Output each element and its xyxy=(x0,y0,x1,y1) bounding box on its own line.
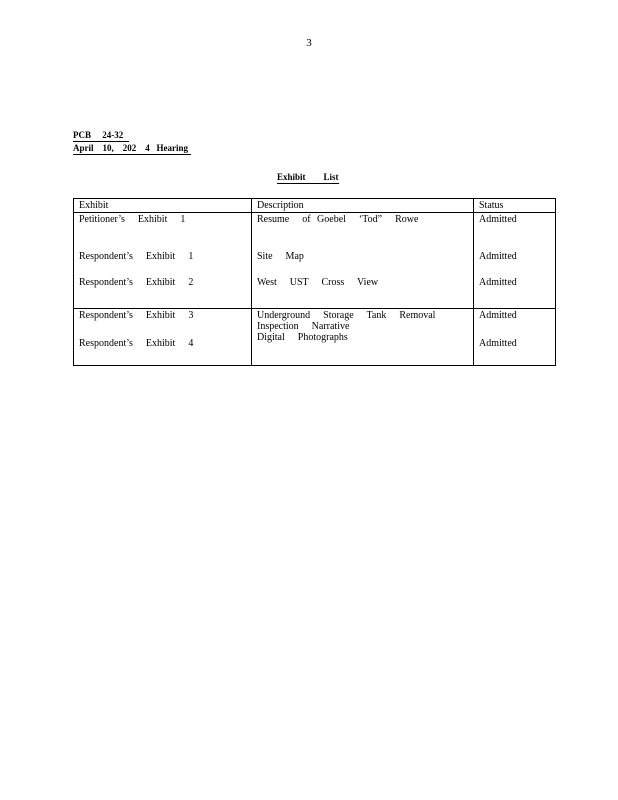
exhibit-description: Site Map xyxy=(257,251,304,262)
exhibit-status: Admitted xyxy=(479,214,517,225)
table-row xyxy=(74,309,556,366)
case-header xyxy=(73,129,191,155)
column-header-exhibit: Exhibit xyxy=(74,199,252,213)
exhibit-status: Admitted xyxy=(479,277,517,288)
hearing-date: April 10, 202 4 Hearing xyxy=(73,142,191,155)
exhibit-description: West UST Cross View xyxy=(257,277,379,288)
exhibit-status: Admitted xyxy=(479,251,517,262)
column-header-description: Description xyxy=(252,199,474,213)
exhibit-description: Underground Storage Tank Removal Inspection Narrative xyxy=(257,310,436,332)
exhibit-table xyxy=(73,198,556,366)
exhibit-list-title: Exhibit List xyxy=(277,172,339,182)
exhibit-cell xyxy=(74,309,252,366)
exhibit-name: Respondent’s Exhibit 2 xyxy=(79,277,194,288)
description-cell xyxy=(252,213,474,309)
table-header-row xyxy=(74,199,556,213)
column-header-status: Status xyxy=(474,199,556,213)
status-cell xyxy=(474,213,556,309)
table-row xyxy=(74,213,556,309)
exhibit-cell xyxy=(74,213,252,309)
exhibit-status: Admitted xyxy=(479,338,517,349)
exhibit-name: Respondent’s Exhibit 1 xyxy=(79,251,194,262)
case-number: PCB 24-32 xyxy=(73,129,129,142)
status-cell xyxy=(474,309,556,366)
exhibit-description: Resume of Goebel ‘Tod” Rowe xyxy=(257,214,419,225)
page-number: 3 xyxy=(306,37,312,49)
description-cell xyxy=(252,309,474,366)
exhibit-status: Admitted xyxy=(479,310,517,321)
exhibit-name: Petitioner’s Exhibit 1 xyxy=(79,214,186,225)
exhibit-description: Digital Photographs xyxy=(257,332,348,343)
exhibit-name: Respondent’s Exhibit 3 xyxy=(79,310,194,321)
exhibit-name: Respondent’s Exhibit 4 xyxy=(79,338,194,349)
